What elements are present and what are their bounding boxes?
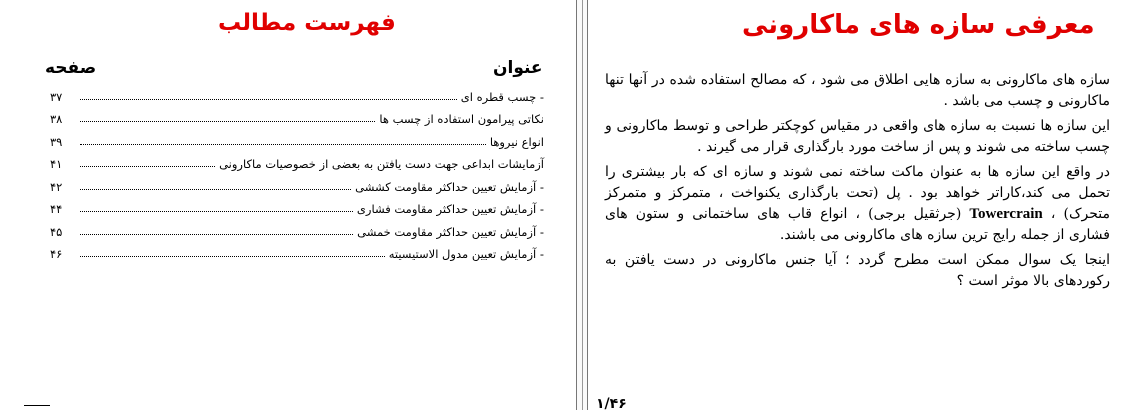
page-corner-mark [24, 405, 50, 411]
toc-item[interactable] [50, 104, 544, 127]
page-gutter [576, 0, 588, 410]
toc-item-title: - آزمایش تعیین حداکثر مقاومت کششی [355, 179, 544, 194]
intro-paragraph: اینجا یک سوال ممکن است مطرح گردد ؛ آیا جنس ماکارونی در دست یافتن به رکوردهای بالا موثر است ؟ [605, 252, 1110, 289]
toc-item[interactable] [50, 126, 544, 149]
toc-heading-page: صفحه [45, 58, 97, 78]
intro-paragraph: سازه های ماکارونی به سازه هایی اطلاق می شود ، که مصالح استفاده شده در آنها تنها ماکارونی و چسب می باشد . [605, 72, 1110, 109]
toc-leader-dots [80, 99, 457, 100]
toc-item[interactable] [50, 194, 544, 217]
intro-text: (جرثقیل برجی) ، انواع قاب های ساختمانی و ستون های فشاری از جمله رایج ترین سازه های ماکارونی می باشند. [605, 206, 1110, 243]
toc-item[interactable] [50, 171, 544, 194]
toc-leader-dots [80, 256, 385, 257]
toc-item[interactable] [50, 81, 544, 104]
toc-item-title: - آزمایش تعیین حداکثر مقاومت فشاری [356, 202, 544, 216]
toc-item[interactable] [50, 149, 544, 172]
intro-body [605, 70, 1110, 296]
toc-item-title: - آزمایش تعیین مدول الاستیسیته [388, 247, 544, 261]
toc-leader-dots [80, 211, 353, 212]
toc-leader-dots [80, 166, 215, 167]
toc-item-title: - آزمایش تعیین حداکثر مقاومت خمشی [357, 224, 544, 239]
toc-item-page: ۴۱ [50, 157, 63, 171]
toc-item-page: ۳۷ [50, 89, 63, 104]
toc-leader-dots [80, 189, 351, 190]
toc-leader-dots [80, 234, 353, 235]
toc-item[interactable] [50, 239, 544, 262]
toc-item-title: نکاتی پیرامون استفاده از چسب ها [379, 112, 544, 126]
toc-item-page: ۴۲ [50, 179, 63, 194]
toc-list [50, 81, 544, 261]
intro-paragraph [605, 162, 1110, 246]
toc-item-page: ۴۴ [50, 202, 63, 216]
toc-item-title: انواع نیروها [489, 134, 544, 149]
toc-item-title: - چسب قطره ای [460, 89, 544, 104]
toc-item-page: ۳۹ [50, 134, 63, 149]
toc-item[interactable] [50, 216, 544, 239]
page-number: ۱/۴۶ [596, 396, 627, 412]
intro-title: معرفی سازه های ماکارونی [742, 10, 1095, 40]
toc-item-page: ۴۵ [50, 224, 63, 239]
toc-item-title: آزمایشات ابداعی جهت دست یافتن به بعضی از خصوصیات ماکارونی [219, 157, 544, 171]
toc-leader-dots [80, 144, 486, 145]
toc-item-page: ۳۸ [50, 112, 63, 126]
toc-title: فهرست مطالب [218, 10, 396, 36]
intro-paragraph: این سازه ها نسبت به سازه های واقعی در مقیاس کوچکتر طراحی و توسط ماکارونی و چسب ساخته می شوند و پس از ساخت مورد بارگذاری قرار می گیرند . [605, 118, 1110, 155]
toc-heading-title: عنوان [493, 58, 543, 78]
intro-bold-term: Towercrain [969, 206, 1043, 222]
intro-text: در واقع این سازه ها به عنوان ماکت ساخته نمی شوند و سازه ای که بار بیشتری را تحمل می کند،کاراتر خواهد بود . پل (تحت بارگذاری یکنواخت ، متمرکز و متمرکز متحرک) ، [605, 164, 1111, 222]
toc-leader-dots [80, 121, 375, 122]
toc-item-page: ۴۶ [50, 247, 63, 261]
